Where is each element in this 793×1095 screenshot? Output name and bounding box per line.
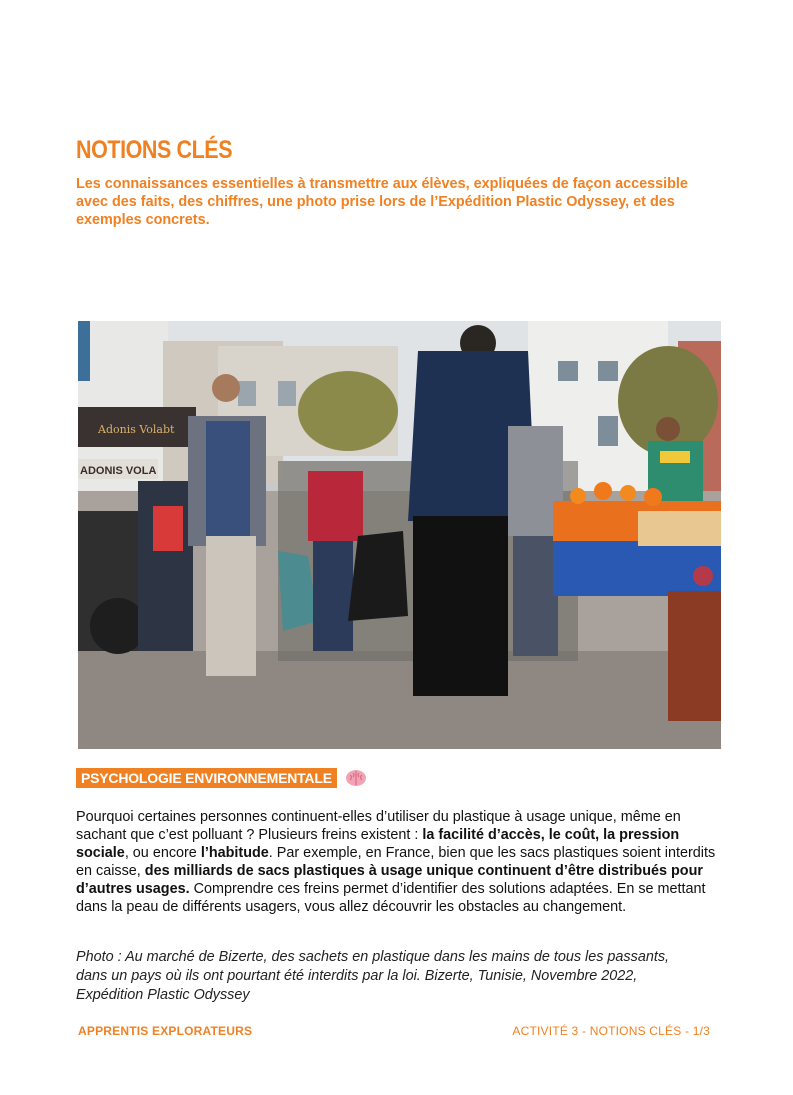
footer-page-info: ACTIVITÉ 3 - NOTIONS CLÉS - 1/3: [512, 1024, 710, 1038]
section-label: PSYCHOLOGIE ENVIRONNEMENTALE: [76, 768, 337, 788]
page-title: NOTIONS CLÉS: [76, 136, 233, 164]
shop-sign: ADONIS VOLA: [80, 465, 157, 477]
body-paragraph: Pourquoi certaines personnes continuent-elles d’utiliser du plastique à usage unique, même en sachant que c’est polluant ? Plusieurs freins existent : la facilité d’accès, le coût, la pression sociale, ou encore l’habitude. Par exemple, en France, bien que les sacs plastiques soient interdits en caisse, des milliards de sacs plastiques à usage unique continuent d’être distribués pour d’autres usages. Comprendre ces freins permet d’identifier des solutions adaptées. En se mettant dans la peau de différents usagers, vous allez découvrir les obstacles au changement.: [76, 809, 716, 915]
footer-brand: APPRENTIS EXPLORATEURS: [78, 1024, 253, 1038]
shop-sign: Adonis Volabt: [98, 423, 175, 436]
market-photo: [78, 321, 721, 749]
intro-text: Les connaissances essentielles à transmettre aux élèves, expliquées de façon accessible avec des faits, des chiffres, une photo prise lors de l’Expédition Plastic Odyssey, et des exemples concrets.: [76, 176, 688, 228]
photo-caption: Photo : Au marché de Bizerte, des sachets en plastique dans les mains de tous les passants, dans un pays où ils ont pourtant été interdits par la loi. Bizerte, Tunisie, Novembre 2022, Expédition Plastic Odyssey: [76, 949, 670, 1003]
section-tag: [76, 767, 367, 789]
brain-icon: [345, 769, 367, 787]
